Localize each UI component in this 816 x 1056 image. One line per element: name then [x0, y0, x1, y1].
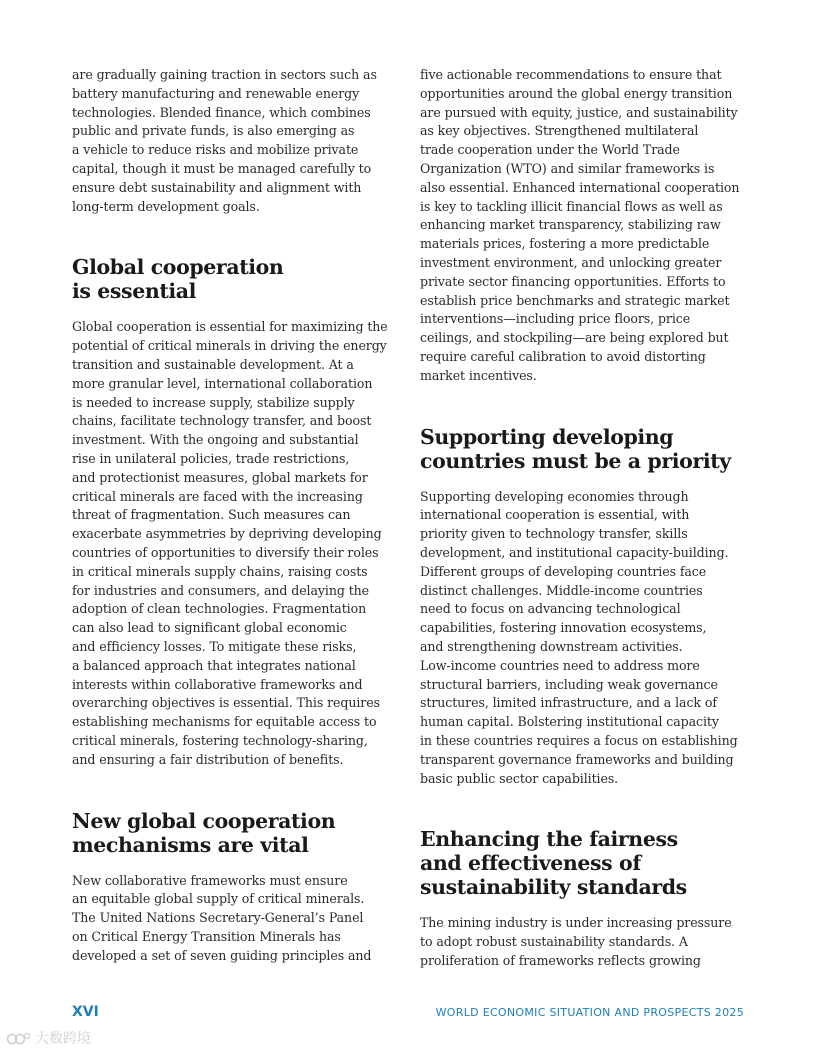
new-mechanisms-paragraph: New collaborative frameworks must ensure an equitable global supply of critical minerals. The United Nations Secretary-General’s Panel on Critical Energy Transition Minerals has developed a set of seven guiding principles and [72, 872, 372, 963]
left-column [72, 66, 402, 965]
right-column [420, 66, 746, 971]
page-number: XVI [72, 1004, 99, 1020]
heading-new-cooperation-mechanisms: New global cooperation mechanisms are vital [72, 808, 336, 857]
global-cooperation-paragraph: Global cooperation is essential for maximizing the potential of critical minerals in driving the energy transition and sustainable development. At a more granular level, international collaboration is needed to increase supply, stabilize supply chains, facilitate technology transfer, and boost investment. With the ongoing and substantial rise in unilateral policies, trade restrictions, and protectionist measures, global markets for critical minerals are faced with the increasing threat of fragmentation. Such measures can exacerbate asymmetries by depriving developing countries of opportunities to diversify their roles in critical minerals supply chains, raising costs for industries and consumers, and delaying the adoption of clean technologies. Fragmentation can also lead to significant global economic and efficiency losses. To mitigate these risks, a balanced approach that integrates national interests within collaborative frameworks and overarching objectives is essential. This requires establishing mechanisms for equitable access to critical minerals, fostering technology-sharing, and ensuring a fair distribution of benefits. [72, 319, 388, 767]
running-title: WORLD ECONOMIC SITUATION AND PROSPECTS 2025 [435, 1006, 744, 1019]
watermark-text: 大数跨境 [35, 1031, 91, 1047]
heading-supporting-developing-countries: Supporting developing countries must be a priority [420, 424, 731, 473]
watermark-logo-icon [6, 1030, 32, 1046]
left-intro-paragraph: are gradually gaining traction in sectors such as battery manufacturing and renewable energy technologies. Blended finance, which combines public and private funds, is also emerging as a vehicle to reduce risks and mobilize private capital, though it must be managed carefully to ensure debt sustainability and alignment with long-term development goals. [72, 67, 377, 214]
supporting-developing-paragraph: Supporting developing economies through international cooperation is essential, with priority given to technology transfer, skills development, and institutional capacity-building. Different groups of developing countries face distinct challenges. Middle-income countries need to focus on advancing technological capabilities, fostering innovation ecosystems, and strengthening downstream activities. Low-income countries need to address more structural barriers, including weak governance structures, limited infrastructure, and a lack of human capital. Bolstering institutional capacity in these countries requires a focus on establishing transparent governance frameworks and building basic public sector capabilities. [420, 488, 738, 786]
right-intro-paragraph: five actionable recommendations to ensure that opportunities around the global energy transition are pursued with equity, justice, and sustainability as key objectives. Strengthened multilateral trade cooperation under the World Trade Organization (WTO) and similar frameworks is also essential. Enhanced international cooperation is key to tackling illicit financial flows as well as enhancing market transparency, stabilizing raw materials prices, fostering a more predictable investment environment, and unlocking greater private sector financing opportunities. Efforts to establish price benchmarks and strategic market interventions—including price floors, price ceilings, and stockpiling—are being explored but require careful calibration to avoid distorting market incentives. [420, 67, 740, 383]
sustainability-standards-paragraph: The mining industry is under increasing pressure to adopt robust sustainability standards. A proliferation of frameworks reflects growing [420, 915, 732, 968]
watermark [6, 1028, 91, 1048]
heading-global-cooperation: Global cooperation is essential [72, 255, 284, 304]
heading-sustainability-standards: Enhancing the fairness and effectiveness of sustainability standards [420, 827, 687, 900]
page-footer [72, 1004, 744, 1024]
